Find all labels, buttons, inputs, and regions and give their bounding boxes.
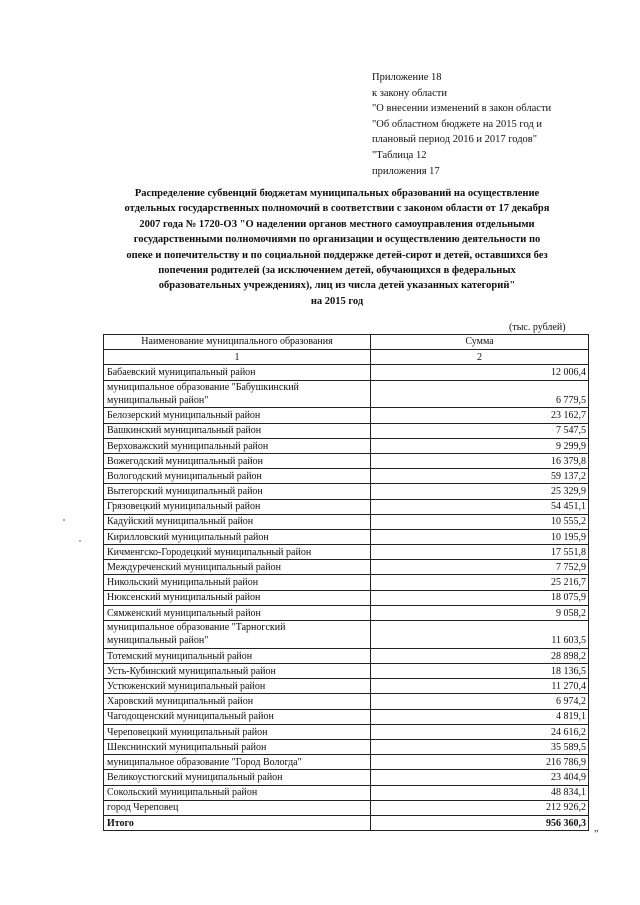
scan-speck [63, 519, 65, 521]
table-row [104, 724, 589, 739]
total-label: Итого [104, 815, 371, 830]
municipality-name [104, 785, 371, 800]
table-row [104, 408, 589, 423]
appendix-line: плановый период 2016 и 2017 годов" [372, 134, 538, 146]
municipality-name-line: Сокольский муниципальный район [107, 787, 258, 799]
subvention-amount: 17 551,8 [371, 545, 589, 560]
subvention-amount: 9 058,2 [371, 605, 589, 620]
municipality-name [104, 664, 371, 679]
subvention-amount: 216 786,9 [371, 755, 589, 770]
appendix-line: "Об областном бюджете на 2015 год и [372, 118, 543, 130]
table-number-row [104, 350, 589, 365]
appendix-line: "О внесении изменений в закон области [372, 103, 552, 115]
title-line: опеке и попечительству и по социальной поддержке детей-сирот и детей, оставшихся без [126, 249, 548, 261]
municipality-name [104, 380, 371, 408]
table-row [104, 648, 589, 663]
table-row [104, 514, 589, 529]
subvention-amount: 59 137,2 [371, 469, 589, 484]
subvention-amount: 23 162,7 [371, 408, 589, 423]
appendix-header [372, 70, 622, 179]
municipality-name-line: Сямженский муниципальный район [107, 607, 261, 619]
table-row [104, 785, 589, 800]
table-row [104, 621, 589, 649]
municipality-name [104, 800, 371, 815]
municipality-name [104, 545, 371, 560]
municipality-name [104, 438, 371, 453]
municipality-name-line: Усть-Кубинский муниципальный район [107, 665, 276, 677]
municipality-name-line: Кадуйский муниципальный район [107, 516, 254, 528]
subvention-amount: 18 136,5 [371, 664, 589, 679]
municipality-name-line: Чагодощенский муниципальный район [107, 711, 274, 723]
table-row [104, 499, 589, 514]
municipality-name [104, 694, 371, 709]
table-row [104, 679, 589, 694]
municipality-name-line: муниципальный район" [107, 635, 209, 647]
municipality-name [104, 469, 371, 484]
table-row [104, 770, 589, 785]
table-row [104, 800, 589, 815]
municipality-name [104, 560, 371, 575]
table-row [104, 380, 589, 408]
municipality-name [104, 514, 371, 529]
subvention-amount: 212 926,2 [371, 800, 589, 815]
municipality-name-line: Вожегодский муниципальный район [107, 455, 264, 467]
table-header-row [104, 335, 589, 350]
table-row [104, 469, 589, 484]
table-row [104, 423, 589, 438]
municipality-name [104, 605, 371, 620]
table-row [104, 438, 589, 453]
subvention-amount: 9 299,9 [371, 438, 589, 453]
subventions-table [103, 334, 589, 831]
appendix-line: Приложение 18 [372, 72, 442, 83]
municipality-name [104, 453, 371, 468]
subvention-amount: 6 779,5 [371, 380, 589, 408]
subvention-amount: 10 195,9 [371, 529, 589, 544]
municipality-name [104, 739, 371, 754]
municipality-name-line: Никольский муниципальный район [107, 577, 259, 589]
total-amount: 956 360,3 [371, 815, 589, 830]
total-row [104, 815, 589, 830]
appendix-line: к закону области [372, 87, 447, 99]
units-label: (тыс. рублей) [509, 322, 566, 333]
column-number-1: 1 [104, 350, 371, 365]
appendix-line: "Таблица 12 [372, 149, 427, 161]
municipality-name [104, 679, 371, 694]
title-line: 2007 года № 1720-ОЗ "О наделении органов местного самоуправления отдельными [139, 218, 535, 230]
table-row [104, 484, 589, 499]
municipality-name-line: Кирилловский муниципальный район [107, 531, 269, 543]
municipality-name [104, 724, 371, 739]
subvention-amount: 23 404,9 [371, 770, 589, 785]
subvention-amount: 7 547,5 [371, 423, 589, 438]
column-header-name: Наименование муниципального образования [104, 335, 371, 350]
municipality-name [104, 648, 371, 663]
table-row [104, 739, 589, 754]
subvention-amount: 48 834,1 [371, 785, 589, 800]
subvention-amount: 25 329,9 [371, 484, 589, 499]
title-line: попечения родителей (за исключением детей, обучающихся в федеральных [158, 265, 516, 277]
table-row [104, 529, 589, 544]
subvention-amount: 10 555,2 [371, 514, 589, 529]
municipality-name-line: муниципальное образование "Бабушкинский [107, 381, 299, 393]
municipality-name-line: Междуреченский муниципальный район [107, 562, 281, 574]
municipality-name-line: муниципальное образование "Город Вологда" [107, 756, 302, 768]
closing-quote: " [594, 828, 599, 840]
municipality-name [104, 575, 371, 590]
title-line: отдельных государственных полномочий в соответствии с законом области от 17 декабря [124, 203, 550, 215]
table-row [104, 365, 589, 380]
municipality-name-line: Шекснинский муниципальный район [107, 741, 267, 753]
subvention-amount: 16 379,8 [371, 453, 589, 468]
table-row [104, 590, 589, 605]
subvention-amount: 11 270,4 [371, 679, 589, 694]
municipality-name [104, 621, 371, 649]
municipality-name-line: Белозерский муниципальный район [107, 410, 261, 422]
table-row [104, 605, 589, 620]
municipality-name [104, 770, 371, 785]
subvention-amount: 35 589,5 [371, 739, 589, 754]
column-header-sum: Сумма [371, 335, 589, 350]
municipality-name-line: Грязовецкий муниципальный район [107, 501, 261, 513]
municipality-name-line: Верховажский муниципальный район [107, 440, 269, 452]
municipality-name [104, 423, 371, 438]
municipality-name-line: Вытегорский муниципальный район [107, 486, 263, 498]
subvention-amount: 12 006,4 [371, 365, 589, 380]
subvention-amount: 7 752,9 [371, 560, 589, 575]
municipality-name [104, 590, 371, 605]
municipality-name [104, 529, 371, 544]
table-row [104, 664, 589, 679]
municipality-name [104, 499, 371, 514]
municipality-name-line: Устюженский муниципальный район [107, 680, 266, 692]
title-line: на 2015 год [310, 295, 364, 307]
municipality-name-line: Бабаевский муниципальный район [107, 367, 256, 379]
table-row [104, 694, 589, 709]
municipality-name [104, 408, 371, 423]
title-line: Распределение субвенций бюджетам муниципальных образований на осуществление [134, 188, 540, 199]
municipality-name [104, 709, 371, 724]
scan-speck [79, 540, 81, 542]
municipality-name-line: Череповецкий муниципальный район [107, 726, 268, 738]
table-row [104, 755, 589, 770]
subvention-amount: 54 451,1 [371, 499, 589, 514]
column-number-2: 2 [371, 350, 589, 365]
subvention-amount: 24 616,2 [371, 724, 589, 739]
municipality-name-line: Вашкинский муниципальный район [107, 425, 262, 437]
municipality-name [104, 755, 371, 770]
subvention-amount: 6 974,2 [371, 694, 589, 709]
table-row [104, 709, 589, 724]
municipality-name-line: Великоустюгский муниципальный район [107, 772, 283, 784]
municipality-name-line: Вологодский муниципальный район [107, 470, 262, 482]
table-row [104, 575, 589, 590]
title-line: образовательных учреждениях), лиц из числа детей указанных категорий" [158, 280, 516, 292]
municipality-name-line: Тотемский муниципальный район [107, 650, 253, 662]
municipality-name-line: Кичменгско-Городецкий муниципальный район [107, 546, 312, 558]
subvention-amount: 18 075,9 [371, 590, 589, 605]
title-line: государственными полномочиями по организации и осуществлению деятельности по [133, 234, 541, 246]
table-row [104, 560, 589, 575]
table-row [104, 453, 589, 468]
municipality-name-line: город Череповец [107, 802, 179, 814]
document-title [96, 186, 578, 309]
subvention-amount: 11 603,5 [371, 621, 589, 649]
subvention-amount: 4 819,1 [371, 709, 589, 724]
table-row [104, 545, 589, 560]
subvention-amount: 28 898,2 [371, 648, 589, 663]
municipality-name-line: Харовский муниципальный район [107, 696, 254, 708]
municipality-name [104, 484, 371, 499]
subvention-amount: 25 216,7 [371, 575, 589, 590]
appendix-line: приложения 17 [372, 165, 440, 177]
municipality-name-line: Нюксенский муниципальный район [107, 592, 261, 604]
municipality-name [104, 365, 371, 380]
municipality-name-line: муниципальный район" [107, 394, 209, 406]
municipality-name-line: муниципальное образование "Тарногский [107, 622, 286, 633]
